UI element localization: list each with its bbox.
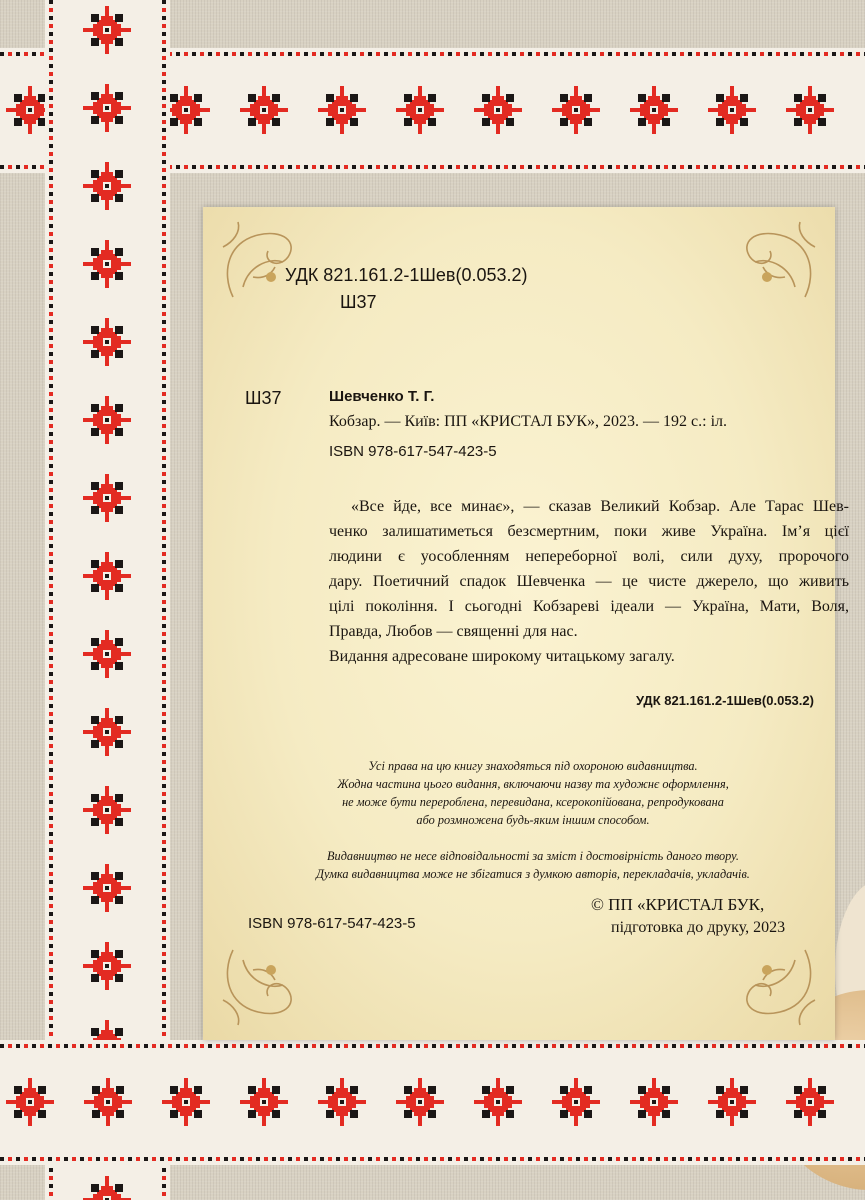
annotation-line: Правда, Любов — священні для нас. — [329, 623, 578, 640]
isbn: ISBN 978-617-547-423-5 — [329, 443, 497, 460]
annotation-audience: Видання адресоване широкому читацькому загалу. — [329, 648, 675, 665]
udk-code: УДК 821.161.2-1Шев(0.053.2) — [285, 265, 528, 285]
annotation-line: цілі покоління. І сьогодні Кобзареві ідеали — Україна, Мати, Воля, — [329, 598, 849, 615]
embroidery-band-bottom — [0, 1040, 865, 1165]
annotation-line: ченко залишатиметься безсмертним, поки живе Україна. Ім’я цієї — [329, 523, 849, 540]
annotation-line: людини є уособленням непереборної волі, сили духу, пророчого — [329, 548, 849, 565]
udk-footer: УДК 821.161.2-1Шев(0.053.2) — [636, 693, 814, 708]
rights-line: не може бути перероблена, перевидана, ксерокопійована, репродукована — [342, 795, 724, 809]
copyright-holder: © ПП «КРИСТАЛ БУК, — [591, 895, 765, 914]
disclaimer-line: Думка видавництва може не збігатися з думкою авторів, перекладачів, укладачів. — [316, 867, 750, 881]
annotation-line: «Все йде, все минає», — сказав Великий Кобзар. Але Тарас Шев- — [351, 498, 849, 515]
corner-ornament-top-left — [213, 217, 308, 307]
bibliographic-description: Кобзар. — Київ: ПП «КРИСТАЛ БУК», 2023. — 192 с.: іл. — [329, 413, 728, 430]
annotation — [329, 494, 849, 669]
author-name: Шевченко Т. Г. — [329, 388, 435, 405]
author-sign-top: Ш37 — [340, 292, 377, 312]
embroidery-band-left — [45, 0, 170, 1200]
author-sign: Ш37 — [245, 388, 282, 408]
rights-line: Жодна частина цього видання, включаючи назву та художнє оформлення, — [337, 777, 729, 791]
corner-ornament-bottom-left — [213, 940, 308, 1030]
corner-ornament-top-right — [730, 217, 825, 307]
imprint-card — [203, 207, 849, 1040]
copyright-note: підготовка до друку, 2023 — [611, 919, 786, 936]
disclaimer-line: Видавництво не несе відповідальності за зміст і достовірність даного твору. — [327, 849, 739, 863]
rights-line: Усі права на цю книгу знаходяться під охороною видавництва. — [368, 759, 698, 773]
rights-notice — [273, 757, 793, 883]
annotation-line: дару. Поетичний спадок Шевченка — це чисте джерело, що живить — [329, 573, 849, 590]
corner-ornament-bottom-right — [730, 940, 825, 1030]
rights-line: або розмножена будь-яким іншим способом. — [416, 813, 650, 827]
isbn-footer: ISBN 978-617-547-423-5 — [248, 915, 416, 932]
